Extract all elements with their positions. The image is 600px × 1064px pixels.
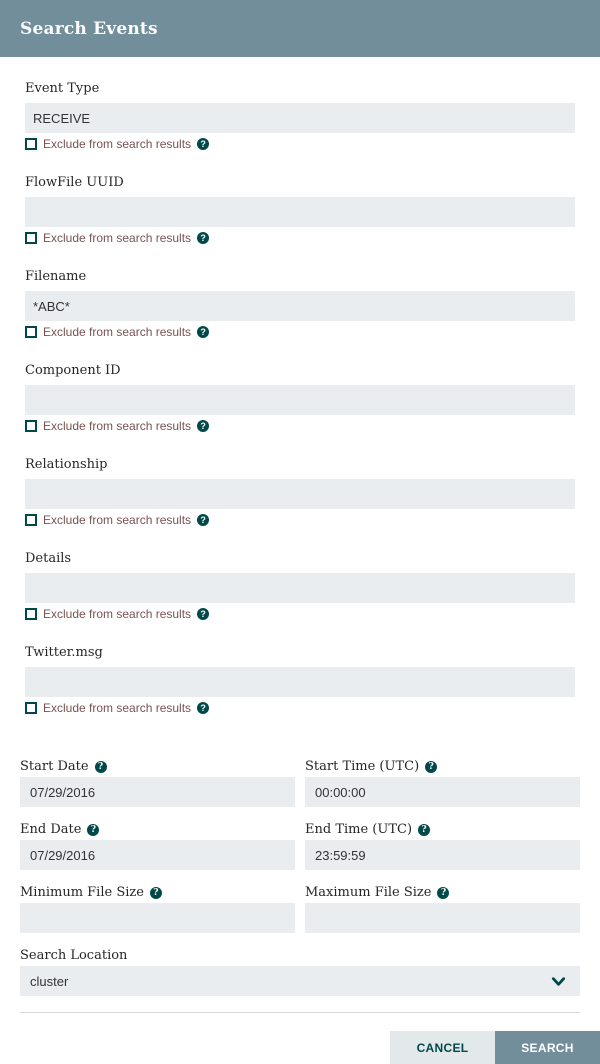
exclude-label: Exclude from search results <box>43 701 192 715</box>
start-date-input[interactable] <box>20 777 295 807</box>
details-label: Details <box>25 551 72 566</box>
start-date-field <box>20 760 295 807</box>
question-circle-icon[interactable]: ? <box>437 887 449 899</box>
end-date-label: End Date <box>20 822 82 837</box>
start-date-label-row <box>20 760 295 774</box>
min-file-size-input[interactable] <box>20 903 295 933</box>
exclude-label: Exclude from search results <box>43 419 192 433</box>
search-location-value: cluster <box>30 973 69 989</box>
min-file-size-field <box>20 886 295 933</box>
start-time-input[interactable] <box>305 777 580 807</box>
start-date-label: Start Date <box>20 759 89 774</box>
start-time-label: Start Time (UTC) <box>305 759 420 774</box>
end-time-field <box>305 823 580 870</box>
max-file-size-label-row <box>305 886 580 900</box>
event-type-label: Event Type <box>25 81 100 96</box>
datetime-grid <box>20 760 580 933</box>
max-file-size-field <box>305 886 580 933</box>
exclude-label: Exclude from search results <box>43 607 192 621</box>
field-group-filename <box>25 270 575 339</box>
end-time-input[interactable] <box>305 840 580 870</box>
datetime-section <box>0 740 600 996</box>
search-location-field <box>20 949 580 996</box>
question-circle-icon[interactable]: ? <box>197 514 209 526</box>
exclude-label: Exclude from search results <box>43 513 192 527</box>
field-group-details <box>25 552 575 621</box>
end-date-field <box>20 823 295 870</box>
question-circle-icon[interactable]: ? <box>197 232 209 244</box>
field-group-twitter-msg <box>25 646 575 715</box>
footer-divider <box>20 1012 580 1013</box>
exclude-row <box>25 231 575 245</box>
twitter-msg-input[interactable] <box>25 667 575 697</box>
end-time-label-row <box>305 823 580 837</box>
search-location-select[interactable] <box>20 966 580 996</box>
exclude-label: Exclude from search results <box>43 325 192 339</box>
min-file-size-label-row <box>20 886 295 900</box>
field-group-flowfile-uuid <box>25 176 575 245</box>
dialog-title: Search Events <box>20 18 158 39</box>
question-circle-icon[interactable]: ? <box>197 138 209 150</box>
cancel-button[interactable]: CANCEL <box>390 1031 495 1064</box>
question-circle-icon[interactable]: ? <box>197 326 209 338</box>
exclude-checkbox[interactable] <box>25 326 37 338</box>
max-file-size-label: Maximum File Size <box>305 885 432 900</box>
exclude-row <box>25 325 575 339</box>
end-date-input[interactable] <box>20 840 295 870</box>
twitter-msg-label: Twitter.msg <box>25 645 103 660</box>
details-input[interactable] <box>25 573 575 603</box>
exclude-label: Exclude from search results <box>43 137 192 151</box>
flowfile-uuid-label: FlowFile UUID <box>25 175 124 190</box>
search-location-label: Search Location <box>20 948 128 963</box>
question-circle-icon[interactable]: ? <box>95 761 107 773</box>
dialog-header <box>0 0 600 57</box>
question-circle-icon[interactable]: ? <box>150 887 162 899</box>
field-group-event-type <box>25 82 575 151</box>
exclude-row <box>25 137 575 151</box>
start-time-field <box>305 760 580 807</box>
field-group-relationship <box>25 458 575 527</box>
footer-buttons <box>390 1031 600 1064</box>
exclude-checkbox[interactable] <box>25 420 37 432</box>
exclude-checkbox[interactable] <box>25 138 37 150</box>
filename-label: Filename <box>25 269 87 284</box>
end-date-label-row <box>20 823 295 837</box>
question-circle-icon[interactable]: ? <box>197 608 209 620</box>
exclude-row <box>25 513 575 527</box>
start-time-label-row <box>305 760 580 774</box>
question-circle-icon[interactable]: ? <box>197 702 209 714</box>
exclude-label: Exclude from search results <box>43 231 192 245</box>
end-time-label: End Time (UTC) <box>305 822 413 837</box>
min-file-size-label: Minimum File Size <box>20 885 144 900</box>
exclude-checkbox[interactable] <box>25 608 37 620</box>
chevron-down-icon <box>551 974 566 989</box>
question-circle-icon[interactable]: ? <box>418 824 430 836</box>
relationship-input[interactable] <box>25 479 575 509</box>
event-type-input[interactable] <box>25 103 575 133</box>
exclude-checkbox[interactable] <box>25 514 37 526</box>
max-file-size-input[interactable] <box>305 903 580 933</box>
component-id-label: Component ID <box>25 363 121 378</box>
exclude-row <box>25 607 575 621</box>
exclude-checkbox[interactable] <box>25 232 37 244</box>
relationship-label: Relationship <box>25 457 108 472</box>
search-button[interactable]: SEARCH <box>495 1031 600 1064</box>
filename-input[interactable] <box>25 291 575 321</box>
question-circle-icon[interactable]: ? <box>87 824 99 836</box>
question-circle-icon[interactable]: ? <box>197 420 209 432</box>
field-group-component-id <box>25 364 575 433</box>
question-circle-icon[interactable]: ? <box>425 761 437 773</box>
flowfile-uuid-input[interactable] <box>25 197 575 227</box>
exclude-row <box>25 419 575 433</box>
exclude-checkbox[interactable] <box>25 702 37 714</box>
exclude-row <box>25 701 575 715</box>
searchable-fields-section <box>0 57 600 715</box>
component-id-input[interactable] <box>25 385 575 415</box>
